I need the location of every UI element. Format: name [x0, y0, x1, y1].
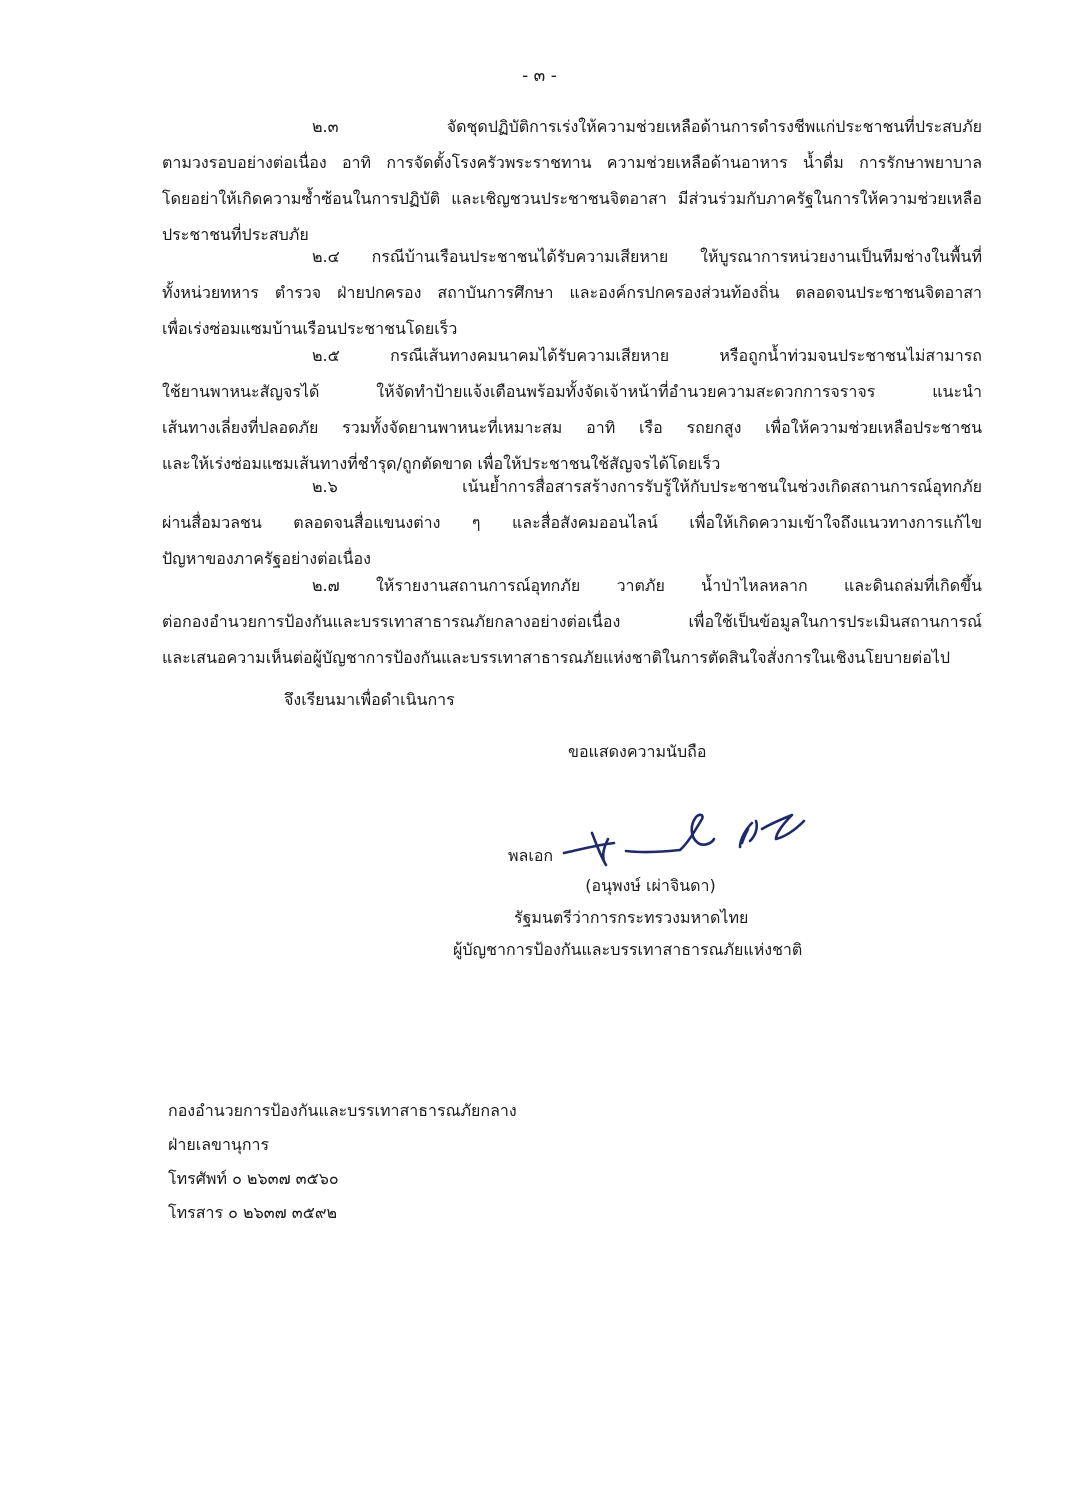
- paragraph-line: ๒.๓ จัดชุดปฏิบัติการเร่งให้ความช่วยเหลือด้านการดำรงชีพแก่ประชาชนที่ประสบภัย: [312, 117, 982, 136]
- footer-fax: โทรสาร ๐ ๒๖๓๗ ๓๕๙๒: [168, 1203, 338, 1222]
- footer-section: ฝ่ายเลขานุการ: [168, 1135, 270, 1154]
- footer-phone: โทรศัพท์ ๐ ๒๖๓๗ ๓๕๖๐: [168, 1169, 339, 1188]
- paragraph-line: ปัญหาของภาครัฐอย่างต่อเนื่อง: [162, 549, 371, 568]
- paragraph-line: ประชาชนที่ประสบภัย: [162, 225, 309, 244]
- paragraph-line: ผ่านสื่อมวลชน ตลอดจนสื่อแขนงต่าง ๆ และสื่อสังคมออนไลน์ เพื่อให้เกิดความเข้าใจถึงแนวทางการแก้ไข: [162, 513, 982, 532]
- paragraph-line: ๒.๕ กรณีเส้นทางคมนาคมได้รับความเสียหาย หรือถูกน้ำท่วมจนประชาชนไม่สามารถ: [312, 346, 982, 365]
- footer-office: กองอำนวยการป้องกันและบรรเทาสาธารณภัยกลาง: [168, 1101, 517, 1120]
- handwritten-signature: [562, 803, 812, 873]
- contact-footer: [168, 1094, 517, 1230]
- regards-line: ขอแสดงความนับถือ: [568, 742, 707, 761]
- paragraph-line: ๒.๖ เน้นย้ำการสื่อสารสร้างการรับรู้ให้กับประชาชนในช่วงเกิดสถานการณ์อุทกภัย: [312, 477, 982, 496]
- paragraph-line: ทั้งหน่วยทหาร ตำรวจ ฝ่ายปกครอง สถาบันการศึกษา และองค์กรปกครองส่วนท้องถิ่น ตลอดจนประชาชนจิตอาสา: [162, 283, 982, 302]
- paragraph-2-6: [162, 469, 982, 577]
- paragraph-line: ๒.๗ ให้รายงานสถานการณ์อุทกภัย วาตภัย น้ำป่าไหลหลาก และดินถล่มที่เกิดขึ้น: [312, 576, 982, 595]
- paragraph-2-4: [162, 239, 982, 347]
- paragraph-line: เพื่อเร่งซ่อมแซมบ้านเรือนประชาชนโดยเร็ว: [162, 319, 458, 338]
- page-number: - ๓ -: [522, 66, 557, 86]
- paragraph-line: ตามวงรอบอย่างต่อเนื่อง อาทิ การจัดตั้งโรงครัวพระราชทาน ความช่วยเหลือด้านอาหาร น้ำดื่ม การรักษาพยาบาล: [162, 153, 982, 172]
- paragraph-line: ต่อกองอำนวยการป้องกันและบรรเทาสาธารณภัยกลางอย่างต่อเนื่อง เพื่อใช้เป็นข้อมูลในการประเมินสถานการณ์: [162, 612, 982, 631]
- paragraph-2-5: [162, 338, 982, 482]
- closing-line: จึงเรียนมาเพื่อดำเนินการ: [284, 690, 455, 709]
- paragraph-2-7: [162, 568, 982, 676]
- paragraph-line: และเสนอความเห็นต่อผู้บัญชาการป้องกันและบรรเทาสาธารณภัยแห่งชาติในการตัดสินใจสั่งการในเชิงนโยบายต่อไป: [162, 648, 951, 667]
- paragraph-line: ๒.๔ กรณีบ้านเรือนประชาชนได้รับความเสียหาย ให้บูรณาการหน่วยงานเป็นทีมช่างในพื้นที่: [312, 247, 982, 266]
- paragraph-line: โดยอย่าให้เกิดความซ้ำซ้อนในการปฏิบัติ และเชิญชวนประชาชนจิตอาสา มีส่วนร่วมกับภาครัฐในการให้ความช่วยเหลือ: [162, 189, 982, 208]
- paragraph-line: เส้นทางเลี่ยงที่ปลอดภัย รวมทั้งจัดยานพาหนะที่เหมาะสม อาทิ เรือ รถยกสูง เพื่อให้ความช่วยเหลือประชาชน: [162, 418, 982, 437]
- signer-position-primary: รัฐมนตรีว่าการกระทรวงมหาดไทย: [514, 908, 749, 927]
- paragraph-line: ใช้ยานพาหนะสัญจรได้ ให้จัดทำป้ายแจ้งเตือนพร้อมทั้งจัดเจ้าหน้าที่อำนวยความสะดวกการจราจร แนะนำ: [162, 382, 982, 401]
- paragraph-2-3: [162, 109, 982, 253]
- signer-position-secondary: ผู้บัญชาการป้องกันและบรรเทาสาธารณภัยแห่งชาติ: [453, 940, 803, 959]
- signer-rank: พลเอก: [508, 846, 554, 865]
- paragraph-line: และให้เร่งซ่อมแซมเส้นทางที่ชำรุด/ถูกตัดขาด เพื่อให้ประชาชนใช้สัญจรได้โดยเร็ว: [162, 454, 721, 473]
- signer-name: (อนุพงษ์ เผ่าจินดา): [585, 876, 716, 895]
